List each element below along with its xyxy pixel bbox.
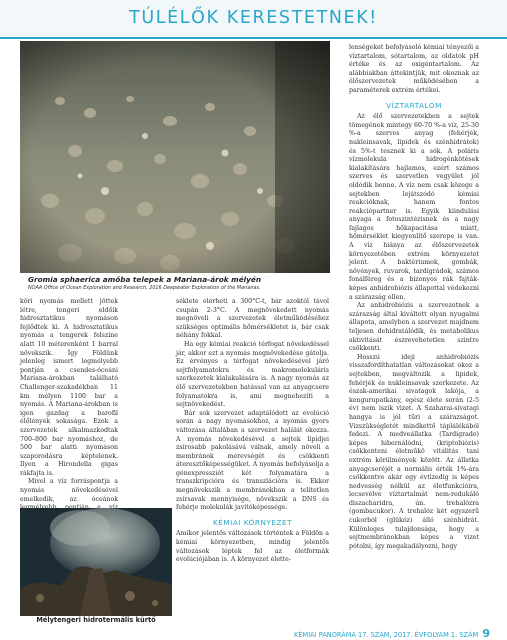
hydrothermal-vent-photo xyxy=(20,508,172,616)
paragraph: lenségeket befolyásoló kémiai tényezői a víztartalom, sótartalom, az oldatok pH értéke és az oxigéntartalom. Az alábbiakban áttekintjük, mit okoznak az élőszervezetek működésében a paraméterek extrém értékei. xyxy=(349,44,479,94)
page-banner xyxy=(0,0,507,38)
text-column-3 xyxy=(349,44,479,622)
paragraph: Az anhidrobiózis a szervezetnek a szárazság által kiváltott olyan nyugalmi állapota, amelyben a szervezet majdnem teljesen dehidratálódik, és metabolikus aktivitását észrevehetetlen szintre csökkenti. xyxy=(349,302,479,353)
paragraph: Az élő szervezetekben a sejtek tömegének mintegy 60-70 %-a víz, 25-30 %-a szerves anyag (fehérjék, nukleinsavak, lipidek és szénhidrátok) és 5%-t tesznek ki a sók. A poláris vízmolekula hidrogénkötések kialakítására hajlamos, ezért számos szerves és szervetlen vegyület jól oldódik benne. A víz nem csak közege a sejtekben lejátszódó kémiai reakcióknak, hanem fontos reakciópartner is. Egyik kiindulási anyaga a fotoszintézisnek és a nagy fajlagos hőkapacitása miatt, hőmérséklet kiegyenlítő szerepe is van. A víz hiánya az élőszervezetek környezetében extrém környezetet jelent. A baktériumok, gombák, növények, ruvarok, tardigrádok, számos fonálféreg és a bizonyos rák fajták- képes anhidrobiózis állapottal védekezni a szárazság ellen. xyxy=(349,113,479,301)
paragraph: Bár sok szervezet adaptálódott az evolúció során a nagy nyomásokhoz, a nyomás gyors változása általában a szervezet halálát okozza. A nyomás növekedésével a sejtek lipidjei zsírosabb pakolásává válnak, amely növeli a membránok merevségét és csökkenti áteresztőképességüket. A nyomás befolyásolja a génexpressziót két folyamatára a transzkripcióra és transzlációra is. Ekkor megnövekszik a membránokban a telítetlen zsírsavak mennyisége, növekszik a DNS és fehérje molekulák javítóképessége. xyxy=(176,409,329,512)
section-heading-chemical-environment: KÉMIAI KÖRNYEZET xyxy=(212,517,293,527)
paragraph: Hosszú ideji anhidrobiózis visszafordíthatatlan változásokat okoz a sejtekben, megváltozik a lipidek, fehérjék és nukleinsavak szerkezete. Az észak-amerikai sivatagok lakója, a kengurupatkány, egész élete során (2-5 év) nem iszik vizet. A Szaharai-sivatagi hangya is jól tűri a szárazságot. Vízszükségletét mindkettő táplálékából fedezi. A medveállatka (Tardigrade) képes hibernálódni, (kriptobiózis) csökkenteni életműkö vitálitás tani extrém körülmények között. Az állatka anyagcseréjét a normális érték 1%-ára csökkentve akár egy évtizedig is képes nedvesség nélkül az életfunkcióira, lecsevélve víztartalmát nem-redukáló diszacharidra, ún. trehalózra (gombacukor). A trehalóz két egyszerű cukorból (glükóz) álló szénhidrát. Különleges tulajdonsága, hogy a sejtmembránokban képes a vizet pótolni, így megakadályozni, hogy xyxy=(349,353,479,550)
page-title: TÚLÉLŐK KERESTETNEK! xyxy=(129,8,378,28)
paragraph: Mivel a víz forráspontja a nyomás növekedésével emelkedik, az óceánok xyxy=(20,478,118,503)
text-column-2 xyxy=(176,298,329,624)
issue-info: 17. SZÁM, 2017. ÉVFOLYAM 1. SZÁM xyxy=(358,631,479,639)
caption-title: Gromia sphaerica amőba telepek a Mariana-árok mélyén xyxy=(28,275,262,284)
paragraph: Ha egy kémiai reakció térfogat növekedéssel jár, akkor ezt a nyomás megnövekedése gátolja. Ez érvényes a térfogat növekedésével járó sejtfolyamatokra és makromolekuláris szerkezetek kialakulására is. A nagy nyomás az élő szervezetekben hatással van az anyagcsere folyamatokra is, ami megnehezíti a sejtnövekedést. xyxy=(176,340,329,409)
paragraph: Amikor jelentős változások történtek a Földön a kémiai környezetben, mindig jelentős változások léptek fel az életformák evolúciójában is. A környezet élette- xyxy=(176,530,329,564)
page-number: 9 xyxy=(482,627,490,640)
section-heading-water-content: VÍZTARTALOM xyxy=(386,100,442,110)
photo-caption xyxy=(28,275,328,291)
text-column-1 xyxy=(20,298,118,508)
paragraph: séklete elérheti a 300°C-t, bár azoktól távol csupán 2-3°C. A megnövekedett nyomás megnöveli a szervezetek életműködéséhez szükséges optimális hőmérsékletet is, bár csak néhány fokkal. xyxy=(176,298,329,340)
caption-credit: NOAA Office of Ocean Exploration and Research, 2016 Deepwater Exploration of the Marianas. xyxy=(28,285,261,291)
paragraph: köri nyomás mellett jöttek létre, tengeri eldőik hidrosztatikus nyomáson fejlődtek ki. A hidrosztatikus nyomás a tengerek felszíne alatt 10 méterenként 1 barral növekszik. Így Földünk jelenleg ismert legmélyebb pontján a csendes-óceáni Mariana-árokban található Challenger-szakadékban 11 km mélyen 1100 bar a nyomás. A Mariana-árokban is igen gazdag a barofil élőlények sokasága. Ezek a szervezetek alkalmazkodtak 700–800 bar nyomáshoz, de 500 bar alatti nyomáson szaporodásra képtelenek. Ilyen a Hirondella gigas rákfajta is. xyxy=(20,298,118,477)
banner-divider xyxy=(0,37,507,39)
seafloor-amoeba-photo xyxy=(20,41,330,273)
journal-name: KÉMIAI PANORÁMA xyxy=(294,631,356,639)
page-footer xyxy=(290,627,490,640)
vent-photo-caption: Mélytengeri hidrotermális kürtő xyxy=(36,616,156,624)
